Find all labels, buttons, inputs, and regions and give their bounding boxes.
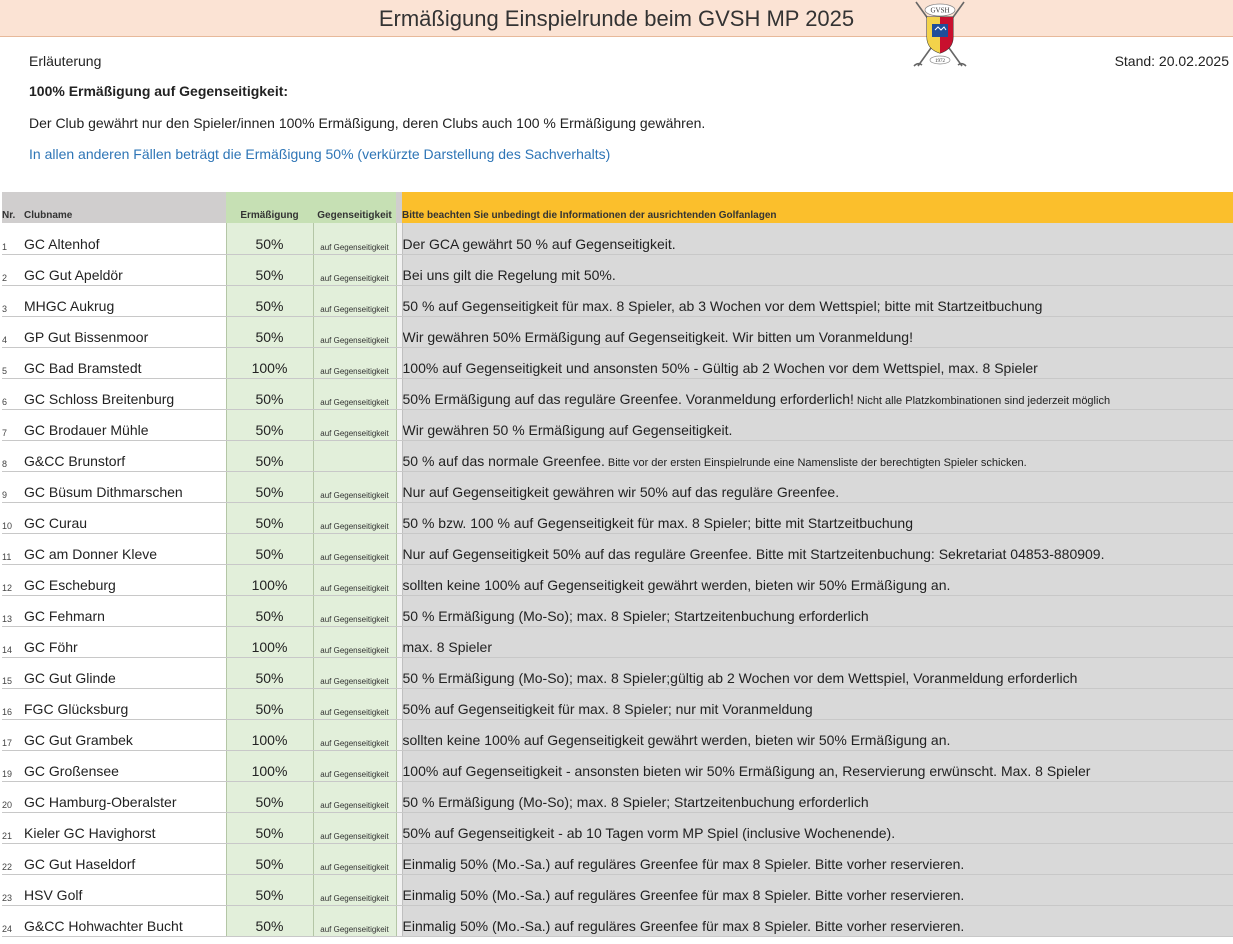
discount-value: 50% <box>226 905 313 936</box>
row-number: 8 <box>2 440 24 471</box>
reciprocity-value: auf Gegenseitigkeit <box>313 254 396 285</box>
reciprocity-value: auf Gegenseitigkeit <box>313 874 396 905</box>
club-info <box>402 905 1233 936</box>
gvsh-crest-icon <box>906 0 974 70</box>
club-info <box>402 843 1233 874</box>
explanation-label: Erläuterung <box>29 53 102 69</box>
club-info-text: Nur auf Gegenseitigkeit 50% auf das reguläre Greenfee. Bitte mit Startzeitenbuchung: Sekretariat 04853-880909. <box>402 545 1105 562</box>
reciprocity-value: auf Gegenseitigkeit <box>313 223 396 254</box>
table-row <box>2 874 1233 905</box>
discount-value: 50% <box>226 440 313 471</box>
table-row <box>2 502 1233 533</box>
club-info <box>402 316 1233 347</box>
reciprocity-value: auf Gegenseitigkeit <box>313 409 396 440</box>
club-info-text: 50% Ermäßigung auf das reguläre Greenfee. Voranmeldung erforderlich! <box>402 390 854 407</box>
table-row <box>2 223 1233 254</box>
reciprocity-value: auf Gegenseitigkeit <box>313 688 396 719</box>
discount-value: 50% <box>226 502 313 533</box>
club-name: GC Brodauer Mühle <box>24 409 226 440</box>
discount-table <box>2 192 1233 937</box>
club-info-text: 50% auf Gegenseitigkeit für max. 8 Spieler; nur mit Voranmeldung <box>402 700 813 717</box>
discount-value: 50% <box>226 595 313 626</box>
club-info-text: Bei uns gilt die Regelung mit 50%. <box>402 266 616 283</box>
row-number: 22 <box>2 843 24 874</box>
reciprocity-value: auf Gegenseitigkeit <box>313 564 396 595</box>
row-number: 17 <box>2 719 24 750</box>
row-number: 2 <box>2 254 24 285</box>
row-number: 23 <box>2 874 24 905</box>
table-row <box>2 626 1233 657</box>
table-row <box>2 316 1233 347</box>
column-header-discount: Ermäßigung <box>226 192 313 223</box>
club-info <box>402 502 1233 533</box>
reciprocity-value: auf Gegenseitigkeit <box>313 502 396 533</box>
reciprocity-value: auf Gegenseitigkeit <box>313 657 396 688</box>
club-info <box>402 595 1233 626</box>
club-name: G&CC Hohwachter Bucht <box>24 905 226 936</box>
section-heading: 100% Ermäßigung auf Gegenseitigkeit: <box>29 83 289 99</box>
column-header-reciprocity: Gegenseitigkeit <box>313 192 396 223</box>
row-number: 10 <box>2 502 24 533</box>
row-number: 6 <box>2 378 24 409</box>
row-number: 12 <box>2 564 24 595</box>
discount-value: 50% <box>226 378 313 409</box>
club-name: GP Gut Bissenmoor <box>24 316 226 347</box>
discount-value: 50% <box>226 533 313 564</box>
row-number: 1 <box>2 223 24 254</box>
table-row <box>2 781 1233 812</box>
row-number: 20 <box>2 781 24 812</box>
table-row <box>2 688 1233 719</box>
reciprocity-value: auf Gegenseitigkeit <box>313 533 396 564</box>
club-name: MHGC Aukrug <box>24 285 226 316</box>
discount-value: 50% <box>226 223 313 254</box>
reciprocity-value: auf Gegenseitigkeit <box>313 378 396 409</box>
club-name: FGC Glücksburg <box>24 688 226 719</box>
table-row <box>2 812 1233 843</box>
reciprocity-value: auf Gegenseitigkeit <box>313 316 396 347</box>
row-number: 15 <box>2 657 24 688</box>
row-number: 19 <box>2 750 24 781</box>
table-row <box>2 378 1233 409</box>
club-name: GC Gut Glinde <box>24 657 226 688</box>
club-name: GC Föhr <box>24 626 226 657</box>
table-row <box>2 657 1233 688</box>
club-info-text: Nur auf Gegenseitigkeit gewähren wir 50% auf das reguläre Greenfee. <box>402 483 840 500</box>
club-name: GC Gut Haseldorf <box>24 843 226 874</box>
discount-value: 100% <box>226 564 313 595</box>
discount-value: 50% <box>226 471 313 502</box>
club-info <box>402 781 1233 812</box>
table-row <box>2 471 1233 502</box>
club-info <box>402 254 1233 285</box>
row-number: 24 <box>2 905 24 936</box>
club-name: GC Hamburg-Oberalster <box>24 781 226 812</box>
reciprocity-value: auf Gegenseitigkeit <box>313 781 396 812</box>
row-number: 9 <box>2 471 24 502</box>
reciprocity-value: auf Gegenseitigkeit <box>313 471 396 502</box>
table-row <box>2 254 1233 285</box>
logo-year: 1972 <box>935 59 945 64</box>
club-info <box>402 812 1233 843</box>
table-row <box>2 564 1233 595</box>
club-info-text: Einmalig 50% (Mo.-Sa.) auf reguläres Greenfee für max 8 Spieler. Bitte vorher reservieren. <box>402 855 965 872</box>
club-info-text: 50 % Ermäßigung (Mo-So); max. 8 Spieler; Startzeitenbuchung erforderlich <box>402 793 869 810</box>
row-number: 3 <box>2 285 24 316</box>
club-info-text: sollten keine 100% auf Gegenseitigkeit gewährt werden, bieten wir 50% Ermäßigung an. <box>402 576 951 593</box>
club-name: GC Escheburg <box>24 564 226 595</box>
club-info <box>402 874 1233 905</box>
discount-value: 100% <box>226 626 313 657</box>
club-info <box>402 688 1233 719</box>
table-row <box>2 285 1233 316</box>
row-number: 4 <box>2 316 24 347</box>
table-row <box>2 440 1233 471</box>
reciprocity-value: auf Gegenseitigkeit <box>313 843 396 874</box>
club-info <box>402 347 1233 378</box>
discount-value: 50% <box>226 843 313 874</box>
club-info-text: 50 % bzw. 100 % auf Gegenseitigkeit für max. 8 Spieler; bitte mit Startzeitbuchung <box>402 514 913 531</box>
stand-date: Stand: 20.02.2025 <box>1114 53 1229 69</box>
table-row <box>2 905 1233 936</box>
club-name: GC am Donner Kleve <box>24 533 226 564</box>
club-name: HSV Golf <box>24 874 226 905</box>
discount-value: 50% <box>226 781 313 812</box>
club-name: G&CC Brunstorf <box>24 440 226 471</box>
title-bar <box>0 0 1233 37</box>
club-name: GC Schloss Breitenburg <box>24 378 226 409</box>
club-info-text: sollten keine 100% auf Gegenseitigkeit gewährt werden, bieten wir 50% Ermäßigung an. <box>402 731 951 748</box>
reciprocity-value: auf Gegenseitigkeit <box>313 347 396 378</box>
row-number: 7 <box>2 409 24 440</box>
table-row <box>2 409 1233 440</box>
club-name: GC Gut Apeldör <box>24 254 226 285</box>
club-info <box>402 285 1233 316</box>
table-row <box>2 347 1233 378</box>
club-name: GC Großensee <box>24 750 226 781</box>
row-number: 11 <box>2 533 24 564</box>
table-row <box>2 843 1233 874</box>
reciprocity-value <box>313 440 396 471</box>
row-number: 21 <box>2 812 24 843</box>
reciprocity-value: auf Gegenseitigkeit <box>313 905 396 936</box>
club-info-text: Einmalig 50% (Mo.-Sa.) auf reguläres Greenfee für max 8 Spieler. Bitte vorher reservieren. <box>402 886 965 903</box>
table-row <box>2 750 1233 781</box>
discount-value: 50% <box>226 409 313 440</box>
club-info-text: 50 % auf Gegenseitigkeit für max. 8 Spieler, ab 3 Wochen vor dem Wettspiel; bitte mit Startzeitbuchung <box>402 297 1043 314</box>
column-header-club: Clubname <box>24 192 226 223</box>
club-name: GC Bad Bramstedt <box>24 347 226 378</box>
discount-value: 100% <box>226 750 313 781</box>
table-row <box>2 719 1233 750</box>
club-name: GC Büsum Dithmarschen <box>24 471 226 502</box>
club-info-note: Bitte vor der ersten Einspielrunde eine Namensliste der berechtigten Spieler schicken. <box>604 456 1027 469</box>
reciprocity-value: auf Gegenseitigkeit <box>313 750 396 781</box>
club-info-text: 50% auf Gegenseitigkeit - ab 10 Tagen vorm MP Spiel (inclusive Wochenende). <box>402 824 896 841</box>
row-number: 14 <box>2 626 24 657</box>
reciprocity-value: auf Gegenseitigkeit <box>313 595 396 626</box>
reciprocity-value: auf Gegenseitigkeit <box>313 285 396 316</box>
club-info <box>402 223 1233 254</box>
discount-value: 50% <box>226 316 313 347</box>
club-info-text: 50 % Ermäßigung (Mo-So); max. 8 Spieler;gültig ab 2 Wochen vor dem Wettspiel, Voranmeldung erforderlich <box>402 669 1078 686</box>
reciprocity-value: auf Gegenseitigkeit <box>313 626 396 657</box>
club-info-text: Wir gewähren 50% Ermäßigung auf Gegenseitigkeit. Wir bitten um Voranmeldung! <box>402 328 913 345</box>
explanation-text: Der Club gewährt nur den Spieler/innen 100% Ermäßigung, deren Clubs auch 100 % Ermäßigung gewähren. <box>29 115 706 131</box>
discount-value: 50% <box>226 688 313 719</box>
discount-value: 100% <box>226 719 313 750</box>
club-name: GC Altenhof <box>24 223 226 254</box>
club-info-text: 50 % Ermäßigung (Mo-So); max. 8 Spieler; Startzeitenbuchung erforderlich <box>402 607 869 624</box>
club-info <box>402 750 1233 781</box>
club-info <box>402 533 1233 564</box>
row-number: 13 <box>2 595 24 626</box>
row-number: 5 <box>2 347 24 378</box>
discount-value: 50% <box>226 874 313 905</box>
reciprocity-value: auf Gegenseitigkeit <box>313 812 396 843</box>
club-name: GC Curau <box>24 502 226 533</box>
club-info-text: 100% auf Gegenseitigkeit - ansonsten bieten wir 50% Ermäßigung an, Reservierung erwünscht. Max. 8 Spieler <box>402 762 1091 779</box>
club-info-text: Der GCA gewährt 50 % auf Gegenseitigkeit. <box>402 235 676 252</box>
discount-value: 100% <box>226 347 313 378</box>
club-info-text: 100% auf Gegenseitigkeit und ansonsten 50% - Gültig ab 2 Wochen vor dem Wettspiel, max. 8 Spieler <box>402 359 1038 376</box>
club-info <box>402 657 1233 688</box>
club-info <box>402 471 1233 502</box>
table-row <box>2 595 1233 626</box>
club-info <box>402 719 1233 750</box>
club-info-text: max. 8 Spieler <box>402 638 492 655</box>
explanation-note: In allen anderen Fällen beträgt die Ermäßigung 50% (verkürzte Darstellung des Sachverhalts) <box>29 146 611 162</box>
club-info <box>402 626 1233 657</box>
club-name: GC Fehmarn <box>24 595 226 626</box>
club-info <box>402 378 1233 409</box>
club-name: GC Gut Grambek <box>24 719 226 750</box>
club-info-note: Nicht alle Platzkombinationen sind jederzeit möglich <box>853 394 1111 407</box>
club-info-text: 50 % auf das normale Greenfee. <box>402 452 605 469</box>
row-number: 16 <box>2 688 24 719</box>
table-row <box>2 533 1233 564</box>
discount-value: 50% <box>226 254 313 285</box>
column-header-info: Bitte beachten Sie unbedingt die Informationen der ausrichtenden Golfanlagen <box>402 192 1233 223</box>
club-info-text: Wir gewähren 50 % Ermäßigung auf Gegenseitigkeit. <box>402 421 733 438</box>
column-header-nr: Nr. <box>2 192 24 223</box>
logo-top-text: GVSH <box>930 6 950 15</box>
discount-value: 50% <box>226 812 313 843</box>
club-info <box>402 440 1233 471</box>
discount-value: 50% <box>226 285 313 316</box>
club-info <box>402 409 1233 440</box>
table-header-row <box>2 192 1233 223</box>
discount-value: 50% <box>226 657 313 688</box>
club-name: Kieler GC Havighorst <box>24 812 226 843</box>
club-info-text: Einmalig 50% (Mo.-Sa.) auf reguläres Greenfee für max 8 Spieler. Bitte vorher reservieren. <box>402 917 965 934</box>
page-title: Ermäßigung Einspielrunde beim GVSH MP 2025 <box>378 6 855 31</box>
club-info <box>402 564 1233 595</box>
reciprocity-value: auf Gegenseitigkeit <box>313 719 396 750</box>
